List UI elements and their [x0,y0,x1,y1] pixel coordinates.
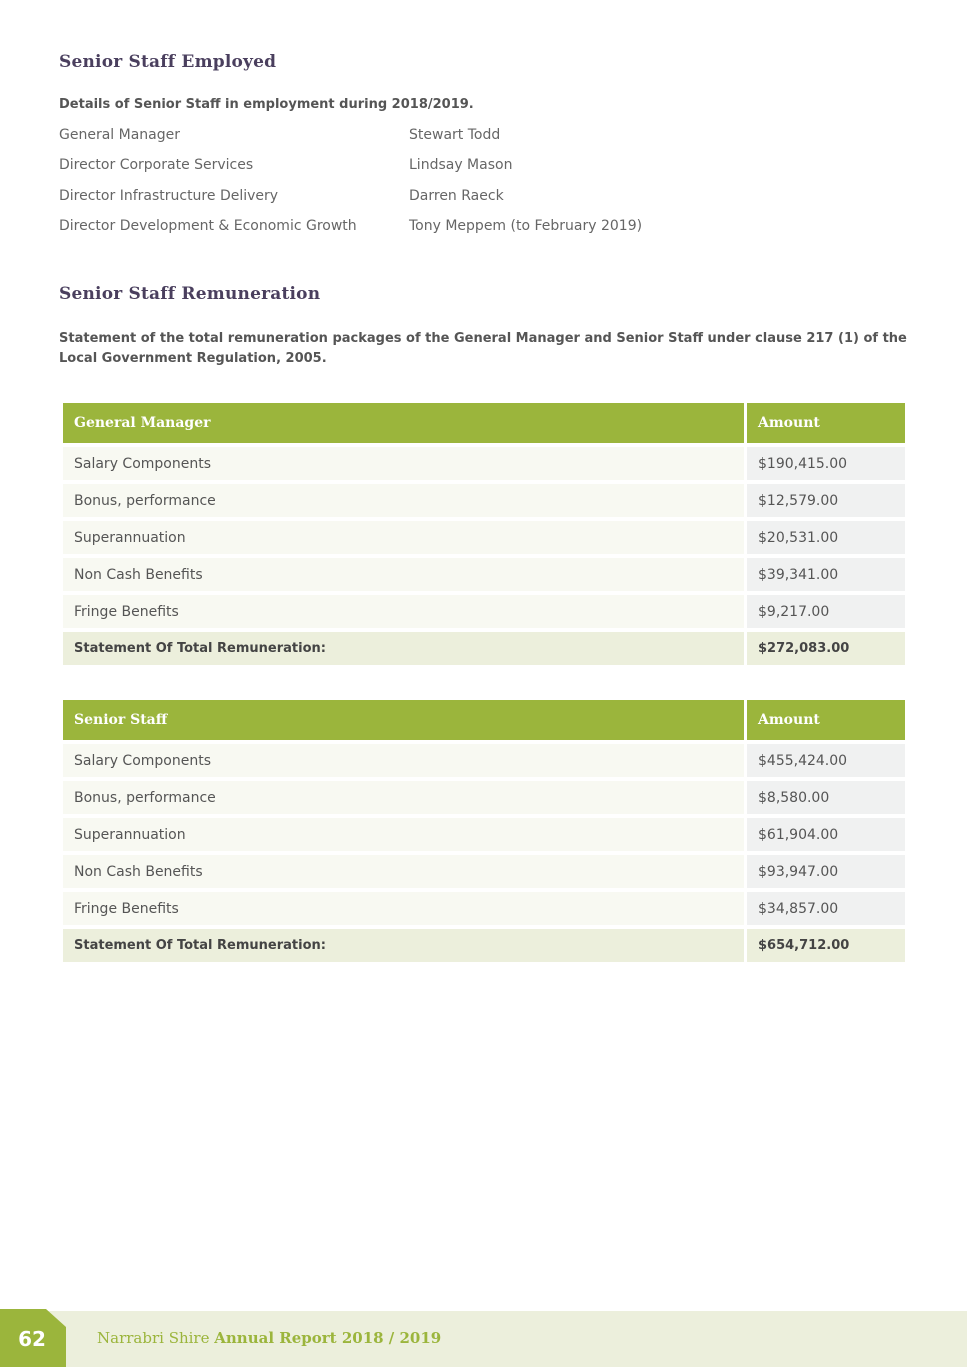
table-row [63,447,905,480]
table-row [63,855,905,888]
row-amount: $8,580.00 [747,781,905,814]
row-label: Bonus, performance [63,484,744,517]
staff-role: Director Development & Economic Growth [59,218,357,234]
staff-role: Director Infrastructure Delivery [59,188,279,204]
total-row [63,632,905,665]
senior-staff-table [60,696,908,966]
row-label: Bonus, performance [63,781,744,814]
staff-name: Darren Raeck [409,188,504,204]
staff-name: Lindsay Mason [409,157,513,173]
footer-report: Annual Report 2018 / 2019 [214,1329,442,1347]
column-header-amount: Amount [747,403,905,443]
staff-role: Director Corporate Services [59,157,254,173]
table-row [63,595,905,628]
row-amount: $12,579.00 [747,484,905,517]
table-row [63,558,905,591]
row-label: Non Cash Benefits [63,855,744,888]
table-row [63,744,905,777]
total-amount: $654,712.00 [747,929,905,962]
row-amount: $34,857.00 [747,892,905,925]
staff-name: Stewart Todd [409,127,501,143]
total-label: Statement Of Total Remuneration: [63,929,744,962]
row-label: Superannuation [63,818,744,851]
row-label: Fringe Benefits [63,892,744,925]
table-row [63,818,905,851]
staff-name: Tony Meppem (to February 2019) [409,218,643,234]
footer-shire: Narrabri Shire [97,1329,210,1347]
employed-intro: Details of Senior Staff in employment during 2018/2019. [59,97,474,112]
row-label: Fringe Benefits [63,595,744,628]
total-label: Statement Of Total Remuneration: [63,632,744,665]
row-amount: $93,947.00 [747,855,905,888]
page-number: 62 [18,1327,46,1351]
column-header-role: Senior Staff [63,700,744,740]
staff-role: General Manager [59,127,180,143]
section-title-remuneration: Senior Staff Remuneration [59,284,321,304]
column-header-role: General Manager [63,403,744,443]
row-amount: $455,424.00 [747,744,905,777]
row-amount: $190,415.00 [747,447,905,480]
total-row [63,929,905,962]
row-label: Salary Components [63,744,744,777]
section-title-employed: Senior Staff Employed [59,52,277,72]
table-row [63,484,905,517]
total-amount: $272,083.00 [747,632,905,665]
row-amount: $61,904.00 [747,818,905,851]
row-amount: $20,531.00 [747,521,905,554]
row-label: Non Cash Benefits [63,558,744,591]
row-label: Salary Components [63,447,744,480]
table-header-row [63,403,905,443]
table-row [63,521,905,554]
row-label: Superannuation [63,521,744,554]
table-row [63,892,905,925]
row-amount: $9,217.00 [747,595,905,628]
row-amount: $39,341.00 [747,558,905,591]
remuneration-intro: Statement of the total remuneration packages of the General Manager and Senior Staff under clause 217 (1) of the Local Government Regulation, 2005. [59,331,907,366]
table-row [63,781,905,814]
table-header-row [63,700,905,740]
general-manager-table [60,399,908,669]
footer-title [97,1329,441,1347]
column-header-amount: Amount [747,700,905,740]
